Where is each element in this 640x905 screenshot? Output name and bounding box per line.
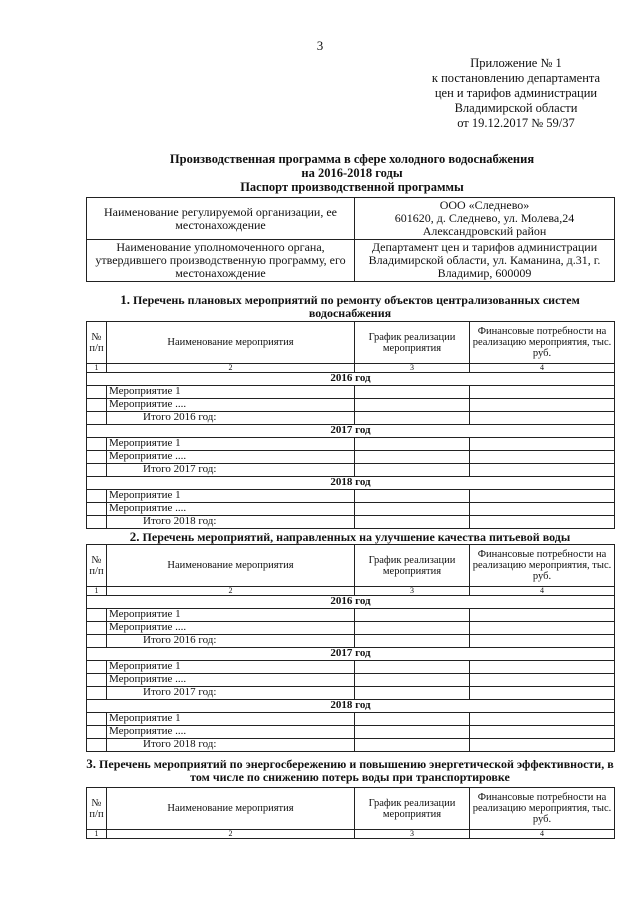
passport-title: Паспорт производственной программы [240, 180, 464, 194]
section-3-table [86, 787, 615, 839]
event-name: Мероприятие .... [107, 726, 355, 739]
total-label: Итого 2016 год: [107, 412, 355, 425]
org-address: 601620, д. Следнево, ул. Молева,24 [394, 211, 575, 225]
passport-row [87, 198, 615, 240]
col-schedule-header: График реализации мероприятия [355, 322, 470, 364]
appendix-line: Приложение № 1 [470, 56, 562, 70]
section-1-title [86, 293, 614, 320]
column-index: 2 [107, 830, 355, 839]
column-index: 3 [355, 587, 470, 596]
section-3-number: 3. [86, 756, 97, 771]
year-row [87, 648, 615, 661]
appendix-line: от 19.12.2017 № 59/37 [457, 116, 575, 130]
year-label: 2016 год [87, 373, 615, 386]
column-index: 1 [87, 830, 107, 839]
year-row [87, 425, 615, 438]
total-label: Итого 2017 год: [107, 464, 355, 477]
section-3-title [86, 757, 614, 784]
column-index: 4 [470, 364, 615, 373]
year-label: 2018 год [87, 477, 615, 490]
document-title: Производственная программа в сфере холодного водоснабжения [169, 152, 535, 166]
col-schedule-header: График реализации мероприятия [355, 545, 470, 587]
table-row [87, 609, 615, 622]
table-row [87, 386, 615, 399]
table-header-row [87, 788, 615, 830]
col-name-header: Наименование мероприятия [107, 545, 355, 587]
total-row [87, 412, 615, 425]
passport-row [87, 240, 615, 282]
event-name: Мероприятие 1 [107, 386, 355, 399]
table-row [87, 399, 615, 412]
total-label: Итого 2018 год: [107, 739, 355, 752]
org-name: ООО «Следнево» [439, 198, 530, 212]
col-finance-header: Финансовые потребности на реализацию мероприятия, тыс. руб. [470, 788, 615, 830]
event-name: Мероприятие 1 [107, 438, 355, 451]
year-label: 2017 год [87, 425, 615, 438]
event-name: Мероприятие 1 [107, 490, 355, 503]
section-2-title [86, 530, 614, 544]
org-value [355, 198, 615, 240]
table-row [87, 438, 615, 451]
column-index: 1 [87, 364, 107, 373]
table-row [87, 622, 615, 635]
appendix-line: к постановлению департамента [431, 71, 601, 85]
column-index: 1 [87, 587, 107, 596]
table-header-row [87, 322, 615, 364]
table-row [87, 451, 615, 464]
total-row [87, 464, 615, 477]
section-1-table [86, 321, 615, 529]
authority-label: Наименование уполномоченного органа, утвердившего производственную программу, его местонахождение [87, 240, 355, 282]
table-row [87, 503, 615, 516]
authority-value: Департамент цен и тарифов администрации Владимирской области, ул. Каманина, д.31, г. Владимир, 600009 [355, 240, 615, 282]
event-name: Мероприятие .... [107, 503, 355, 516]
total-row [87, 687, 615, 700]
year-label: 2018 год [87, 700, 615, 713]
event-name: Мероприятие .... [107, 451, 355, 464]
section-2-number: 2. [129, 529, 140, 544]
column-index: 3 [355, 364, 470, 373]
appendix-block [400, 56, 632, 131]
col-number-header: № п/п [87, 322, 107, 364]
event-name: Мероприятие 1 [107, 609, 355, 622]
year-row [87, 596, 615, 609]
year-row [87, 477, 615, 490]
col-finance-header: Финансовые потребности на реализацию мероприятия, тыс. руб. [470, 545, 615, 587]
column-index: 4 [470, 587, 615, 596]
document-period: на 2016-2018 годы [301, 166, 403, 180]
column-index: 2 [107, 587, 355, 596]
page-number: 3 [316, 38, 324, 53]
section-3-text: Перечень мероприятий по энергосбережению и повышению энергетической эффективности, в том числе по снижению потерь воды при транспортировке [99, 757, 614, 784]
column-index-row [87, 364, 615, 373]
table-row [87, 674, 615, 687]
col-name-header: Наименование мероприятия [107, 322, 355, 364]
org-label: Наименование регулируемой организации, ее местонахождение [87, 198, 355, 240]
year-row [87, 700, 615, 713]
year-label: 2016 год [87, 596, 615, 609]
appendix-line: цен и тарифов администрации [434, 86, 598, 100]
col-name-header: Наименование мероприятия [107, 788, 355, 830]
event-name: Мероприятие 1 [107, 661, 355, 674]
event-name: Мероприятие .... [107, 399, 355, 412]
col-number-header: № п/п [87, 545, 107, 587]
total-row [87, 739, 615, 752]
event-name: Мероприятие .... [107, 622, 355, 635]
year-label: 2017 год [87, 648, 615, 661]
column-index: 3 [355, 830, 470, 839]
column-index-row [87, 587, 615, 596]
table-row [87, 713, 615, 726]
section-2-table [86, 544, 615, 752]
section-1-text: Перечень плановых мероприятий по ремонту объектов централизованных систем водоснабжения [132, 293, 580, 320]
section-2-text: Перечень мероприятий, направленных на улучшение качества питьевой воды [142, 530, 571, 544]
section-1-number: 1. [120, 292, 130, 307]
total-label: Итого 2016 год: [107, 635, 355, 648]
appendix-line: Владимирской области [454, 101, 578, 115]
org-district: Александровский район [422, 224, 547, 238]
event-name: Мероприятие .... [107, 674, 355, 687]
table-row [87, 490, 615, 503]
table-row [87, 726, 615, 739]
col-number-header: № п/п [87, 788, 107, 830]
year-row [87, 373, 615, 386]
col-schedule-header: График реализации мероприятия [355, 788, 470, 830]
column-index: 2 [107, 364, 355, 373]
total-label: Итого 2017 год: [107, 687, 355, 700]
event-name: Мероприятие 1 [107, 713, 355, 726]
table-row [87, 661, 615, 674]
passport-table [86, 197, 615, 282]
total-row [87, 635, 615, 648]
column-index: 4 [470, 830, 615, 839]
column-index-row [87, 830, 615, 839]
col-finance-header: Финансовые потребности на реализацию мероприятия, тыс. руб. [470, 322, 615, 364]
total-row [87, 516, 615, 529]
table-header-row [87, 545, 615, 587]
total-label: Итого 2018 год: [107, 516, 355, 529]
